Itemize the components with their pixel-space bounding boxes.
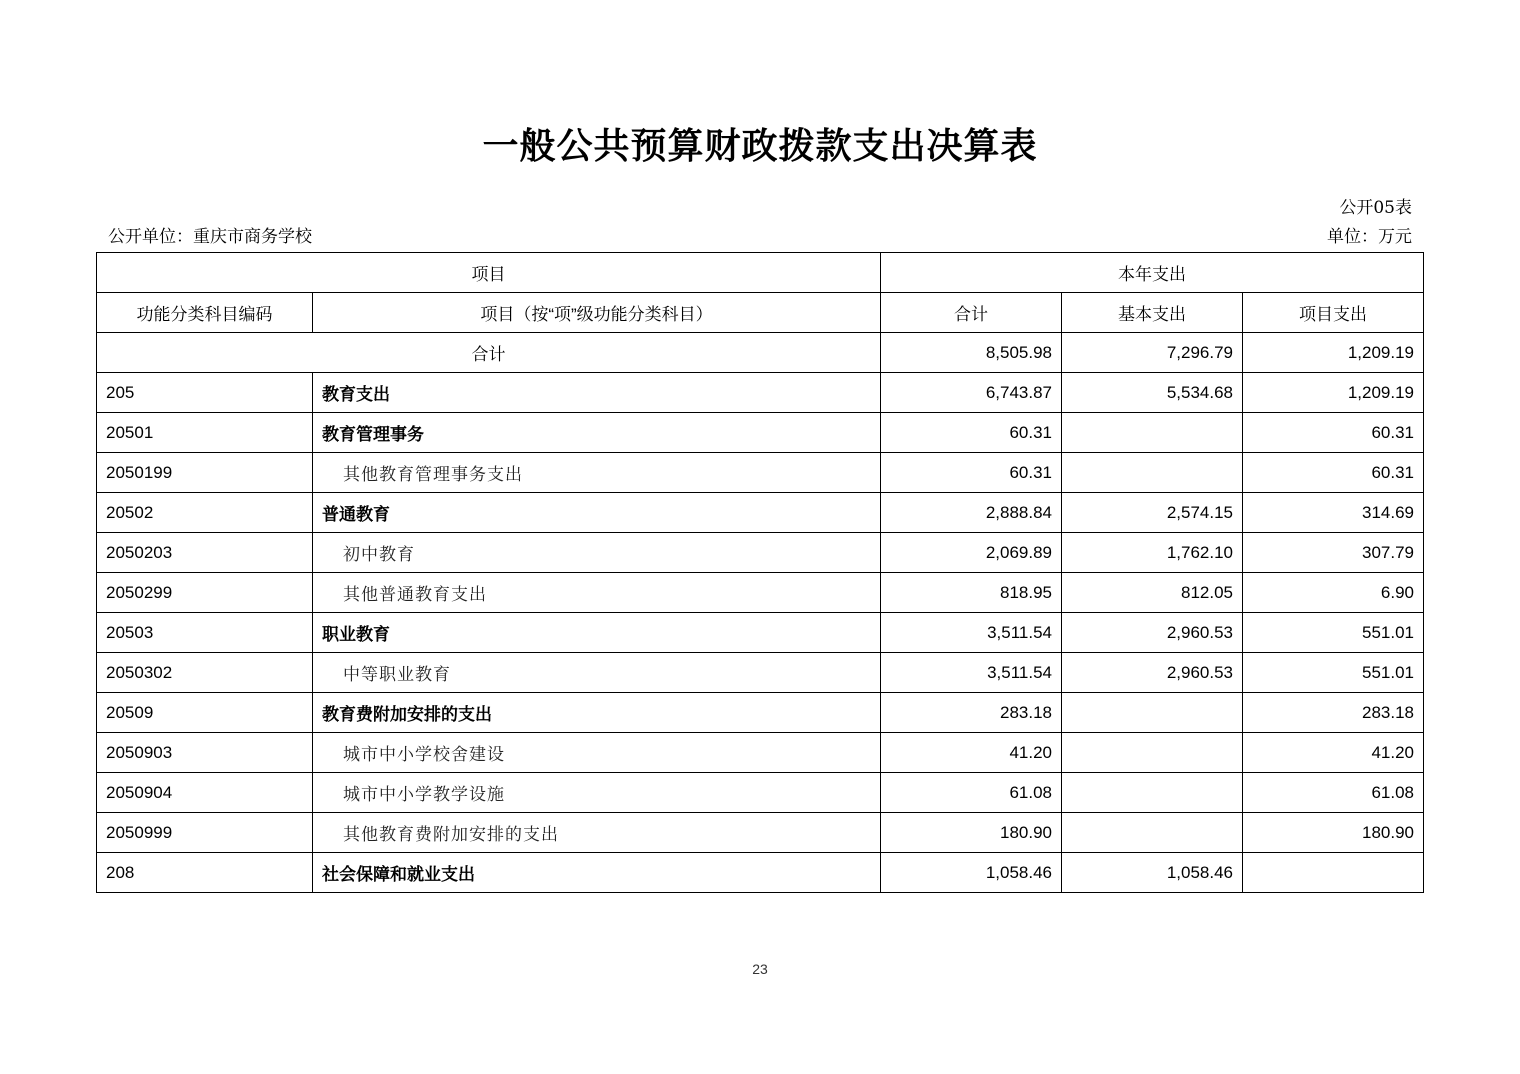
- total-label: 合计: [97, 333, 881, 373]
- cell-basic: 5,534.68: [1062, 373, 1243, 413]
- cell-basic: 812.05: [1062, 573, 1243, 613]
- header-item: 项目（按“项”级功能分类科目）: [313, 293, 881, 333]
- cell-project: 551.01: [1243, 653, 1424, 693]
- cell-item-name: 其他普通教育支出: [313, 573, 881, 613]
- cell-total: 60.31: [881, 453, 1062, 493]
- cell-basic: 1,762.10: [1062, 533, 1243, 573]
- header-total: 合计: [881, 293, 1062, 333]
- cell-project: 180.90: [1243, 813, 1424, 853]
- cell-code: 20503: [97, 613, 313, 653]
- currency-unit: 单位：万元: [1327, 227, 1412, 247]
- cell-item-name: 教育费附加安排的支出: [313, 693, 881, 733]
- table-row: [97, 573, 1424, 613]
- cell-code: 2050203: [97, 533, 313, 573]
- page-title: 一般公共预算财政拨款支出决算表: [482, 126, 1038, 167]
- header-current-year: 本年支出: [881, 253, 1424, 293]
- cell-code: 2050302: [97, 653, 313, 693]
- cell-total: 3,511.54: [881, 653, 1062, 693]
- reporting-unit: 公开单位：重庆市商务学校: [108, 227, 312, 247]
- table-row: [97, 773, 1424, 813]
- table-row: [97, 653, 1424, 693]
- table-row: [97, 693, 1424, 733]
- table-row: [97, 813, 1424, 853]
- cell-code: 2050904: [97, 773, 313, 813]
- cell-item-name: 其他教育费附加安排的支出: [313, 813, 881, 853]
- page-number: 23: [752, 961, 768, 977]
- table-row: [97, 413, 1424, 453]
- cell-item-name: 教育管理事务: [313, 413, 881, 453]
- cell-basic: 2,574.15: [1062, 493, 1243, 533]
- cell-project: 307.79: [1243, 533, 1424, 573]
- cell-total: 6,743.87: [881, 373, 1062, 413]
- cell-item-name: 其他教育管理事务支出: [313, 453, 881, 493]
- table-row: [97, 613, 1424, 653]
- total-project: 1,209.19: [1243, 333, 1424, 373]
- table-row: [97, 533, 1424, 573]
- total-total: 8,505.98: [881, 333, 1062, 373]
- cell-total: 1,058.46: [881, 853, 1062, 893]
- cell-total: 41.20: [881, 733, 1062, 773]
- header-project: 项目: [97, 253, 881, 293]
- header-row-2: [97, 293, 1424, 333]
- cell-project: [1243, 853, 1424, 893]
- cell-project: 6.90: [1243, 573, 1424, 613]
- cell-total: 818.95: [881, 573, 1062, 613]
- cell-item-name: 城市中小学校舍建设: [313, 733, 881, 773]
- table-row: [97, 733, 1424, 773]
- cell-code: 208: [97, 853, 313, 893]
- cell-code: 20509: [97, 693, 313, 733]
- table-row: [97, 453, 1424, 493]
- cell-basic: 2,960.53: [1062, 613, 1243, 653]
- header-basic: 基本支出: [1062, 293, 1243, 333]
- total-basic: 7,296.79: [1062, 333, 1243, 373]
- cell-code: 2050199: [97, 453, 313, 493]
- cell-project: 551.01: [1243, 613, 1424, 653]
- cell-basic: [1062, 413, 1243, 453]
- cell-item-name: 教育支出: [313, 373, 881, 413]
- cell-basic: [1062, 813, 1243, 853]
- cell-item-name: 城市中小学教学设施: [313, 773, 881, 813]
- cell-project: 60.31: [1243, 413, 1424, 453]
- cell-basic: 1,058.46: [1062, 853, 1243, 893]
- cell-total: 283.18: [881, 693, 1062, 733]
- cell-basic: [1062, 453, 1243, 493]
- cell-item-name: 初中教育: [313, 533, 881, 573]
- cell-basic: [1062, 773, 1243, 813]
- header-row-1: [97, 253, 1424, 293]
- cell-basic: [1062, 693, 1243, 733]
- table-row: [97, 853, 1424, 893]
- header-project-expense: 项目支出: [1243, 293, 1424, 333]
- expenditure-table: [96, 252, 1424, 893]
- cell-total: 3,511.54: [881, 613, 1062, 653]
- cell-project: 61.08: [1243, 773, 1424, 813]
- cell-project: 1,209.19: [1243, 373, 1424, 413]
- cell-project: 60.31: [1243, 453, 1424, 493]
- cell-code: 2050299: [97, 573, 313, 613]
- cell-code: 2050999: [97, 813, 313, 853]
- form-number: 公开05表: [1339, 198, 1412, 218]
- cell-total: 2,069.89: [881, 533, 1062, 573]
- cell-code: 20501: [97, 413, 313, 453]
- cell-project: 314.69: [1243, 493, 1424, 533]
- cell-code: 205: [97, 373, 313, 413]
- total-row: [97, 333, 1424, 373]
- header-code: 功能分类科目编码: [97, 293, 313, 333]
- table-row: [97, 493, 1424, 533]
- cell-project: 283.18: [1243, 693, 1424, 733]
- cell-code: 2050903: [97, 733, 313, 773]
- cell-total: 180.90: [881, 813, 1062, 853]
- cell-total: 60.31: [881, 413, 1062, 453]
- cell-project: 41.20: [1243, 733, 1424, 773]
- cell-item-name: 普通教育: [313, 493, 881, 533]
- cell-item-name: 中等职业教育: [313, 653, 881, 693]
- cell-basic: [1062, 733, 1243, 773]
- cell-item-name: 社会保障和就业支出: [313, 853, 881, 893]
- cell-code: 20502: [97, 493, 313, 533]
- table-row: [97, 373, 1424, 413]
- cell-basic: 2,960.53: [1062, 653, 1243, 693]
- cell-item-name: 职业教育: [313, 613, 881, 653]
- cell-total: 61.08: [881, 773, 1062, 813]
- cell-total: 2,888.84: [881, 493, 1062, 533]
